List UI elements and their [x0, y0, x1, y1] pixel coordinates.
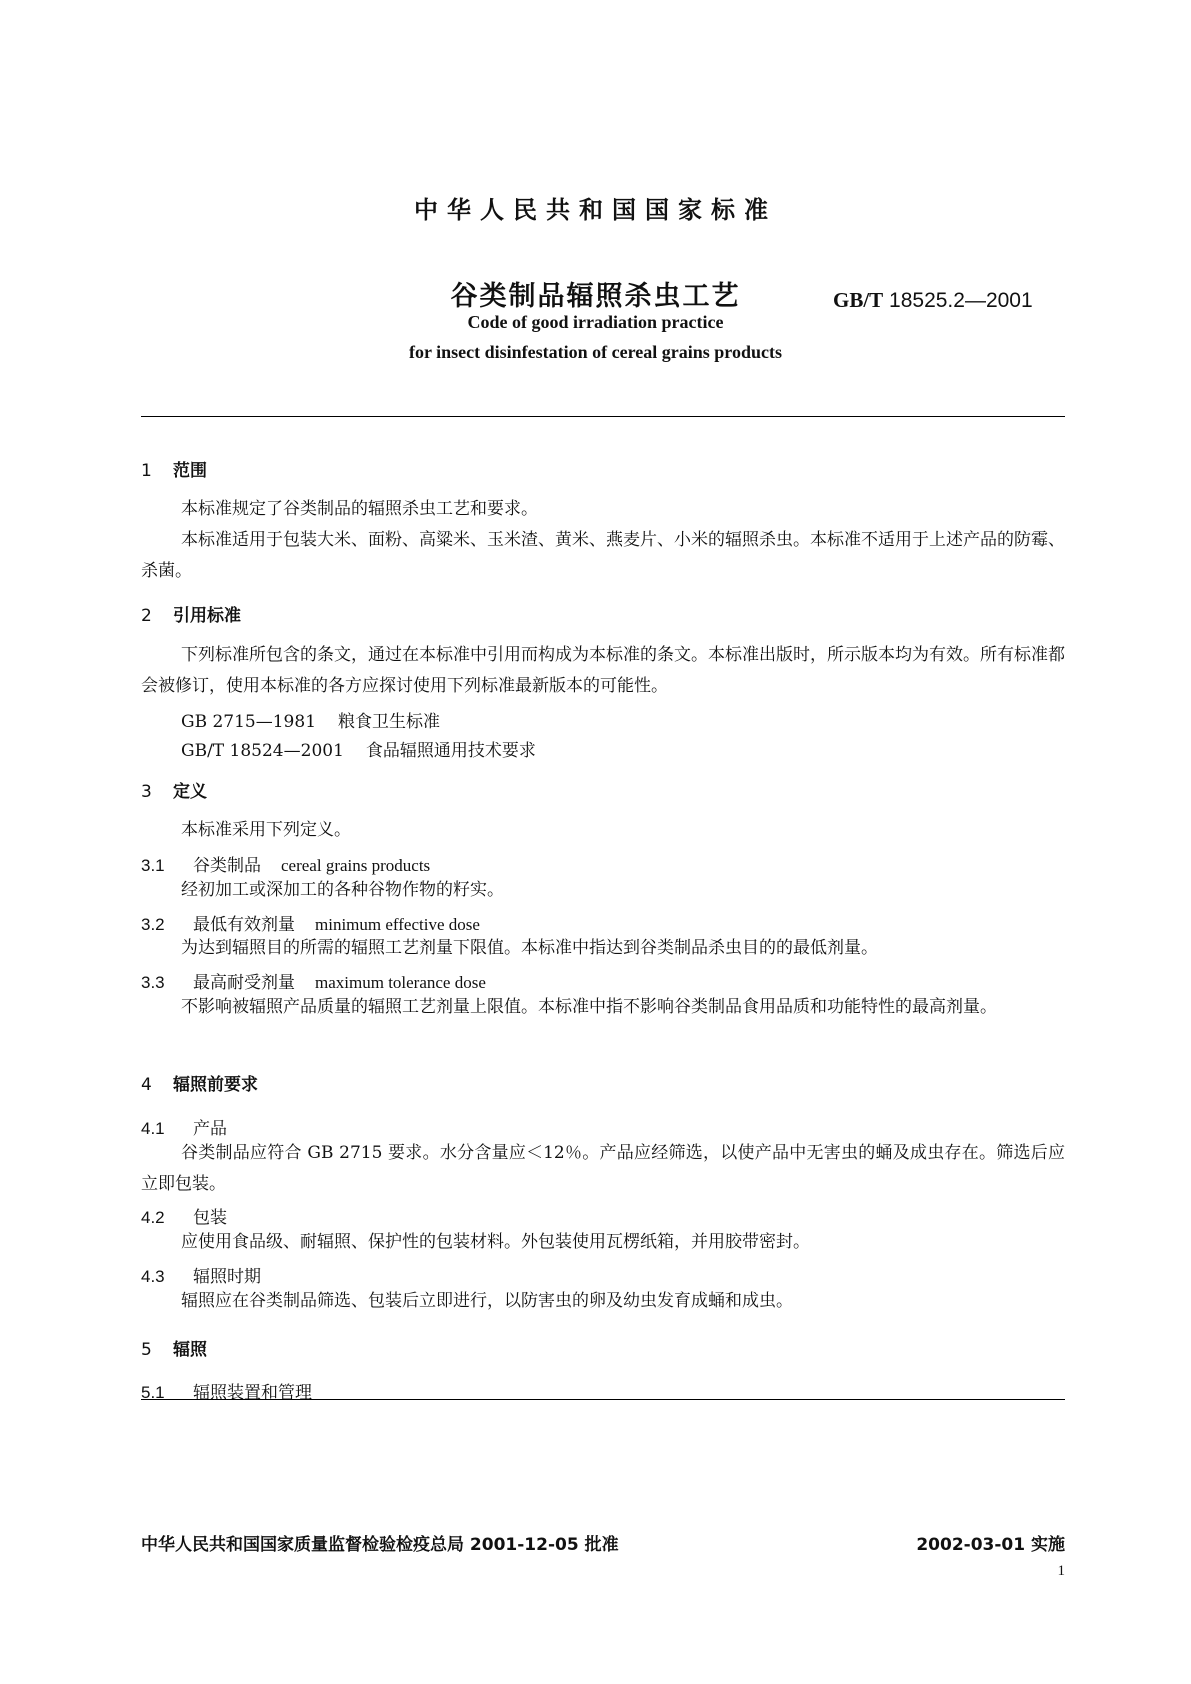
national-standard-heading: 中华人民共和国国家标准	[414, 196, 777, 224]
reference-item	[181, 736, 536, 761]
definition-heading	[141, 851, 430, 876]
paragraph: 谷类制品应符合 GB 2715 要求。水分含量应＜12％。产品应经筛选，以使产品中无害虫的蛹及成虫存在。筛选后应立即包装。	[141, 1143, 1065, 1194]
document-title-cn: 谷类制品辐照杀虫工艺	[450, 281, 741, 312]
approval-statement: 中华人民共和国国家质量监督检验检疫总局 2001-12-05 批准	[141, 1535, 619, 1555]
reference-code: GB 2715—1981	[181, 712, 317, 732]
paragraph: 本标准规定了谷类制品的辐照杀虫工艺和要求。	[181, 499, 538, 519]
section-title: 范围	[173, 461, 207, 481]
clause-number: 3.2	[141, 915, 165, 934]
definition-term-en: minimum effective dose	[315, 915, 480, 934]
paragraph: 经初加工或深加工的各种谷物作物的籽实。	[181, 880, 504, 900]
header-divider	[141, 416, 1065, 417]
clause-number: 5.1	[141, 1383, 165, 1402]
clause-number: 3.1	[141, 856, 165, 875]
document-title-en-line2: for insect disinfestation of cereal grains products	[409, 342, 782, 362]
clause-title: 辐照时期	[193, 1267, 261, 1287]
clause-title: 产品	[193, 1119, 227, 1139]
standard-prefix: GB/T	[833, 288, 884, 312]
clause-title: 包装	[193, 1208, 227, 1228]
reference-code: GB/T 18524—2001	[181, 741, 344, 761]
reference-name: 食品辐照通用技术要求	[365, 741, 536, 761]
page-number: 1	[1057, 1563, 1065, 1579]
definition-term-en: cereal grains products	[281, 856, 431, 875]
clause-number: 3.3	[141, 973, 165, 992]
section-5-heading	[141, 1335, 207, 1360]
paragraph: 本标准采用下列定义。	[181, 820, 351, 840]
section-number: 5	[141, 1340, 152, 1360]
standard-code	[833, 288, 1033, 313]
footer-divider	[141, 1399, 1065, 1400]
clause-heading	[141, 1262, 261, 1287]
section-title: 辐照	[173, 1340, 207, 1360]
clause-title: 辐照装置和管理	[193, 1383, 312, 1403]
clause-heading	[141, 1203, 227, 1228]
clause-number: 4.3	[141, 1267, 165, 1286]
paragraph: 辐照应在谷类制品筛选、包装后立即进行，以防害虫的卵及幼虫发育成蛹和成虫。	[181, 1291, 793, 1311]
section-number: 4	[141, 1075, 152, 1095]
clause-number: 4.2	[141, 1208, 165, 1227]
definition-heading	[141, 968, 486, 993]
section-title: 定义	[173, 782, 207, 802]
definition-term: 最低有效剂量	[193, 915, 295, 935]
section-number: 1	[141, 461, 152, 481]
definition-term: 最高耐受剂量	[193, 973, 295, 993]
section-number: 2	[141, 606, 152, 626]
reference-name: 粮食卫生标准	[338, 712, 441, 732]
section-4-heading	[141, 1070, 258, 1095]
paragraph: 为达到辐照目的所需的辐照工艺剂量下限值。本标准中指达到谷类制品杀虫目的的最低剂量。	[181, 938, 878, 958]
definition-term: 谷类制品	[193, 856, 261, 876]
paragraph: 应使用食品级、耐辐照、保护性的包装材料。外包装使用瓦楞纸箱，并用胶带密封。	[181, 1232, 810, 1252]
standard-number: 18525.2—2001	[889, 289, 1033, 312]
section-1-heading	[141, 456, 207, 481]
reference-item	[181, 707, 440, 732]
definition-term-en: maximum tolerance dose	[315, 973, 486, 992]
implementation-date: 2002-03-01 实施	[916, 1535, 1065, 1555]
document-title-en-line1: Code of good irradiation practice	[467, 312, 724, 332]
clause-heading	[141, 1114, 227, 1139]
definition-heading	[141, 910, 480, 935]
paragraph: 不影响被辐照产品质量的辐照工艺剂量上限值。本标准中指不影响谷类制品食用品质和功能特性的最高剂量。	[181, 997, 997, 1017]
section-2-heading	[141, 601, 241, 626]
section-title: 辐照前要求	[173, 1075, 258, 1095]
section-title: 引用标准	[173, 606, 241, 626]
paragraph: 本标准适用于包装大米、面粉、高粱米、玉米渣、黄米、燕麦片、小米的辐照杀虫。本标准不适用于上述产品的防霉、杀菌。	[141, 530, 1065, 581]
section-number: 3	[141, 782, 152, 802]
section-3-heading	[141, 777, 207, 802]
clause-number: 4.1	[141, 1119, 165, 1138]
paragraph: 下列标准所包含的条文，通过在本标准中引用而构成为本标准的条文。本标准出版时，所示版本均为有效。所有标准都会被修订，使用本标准的各方应探讨使用下列标准最新版本的可能性。	[141, 645, 1065, 696]
